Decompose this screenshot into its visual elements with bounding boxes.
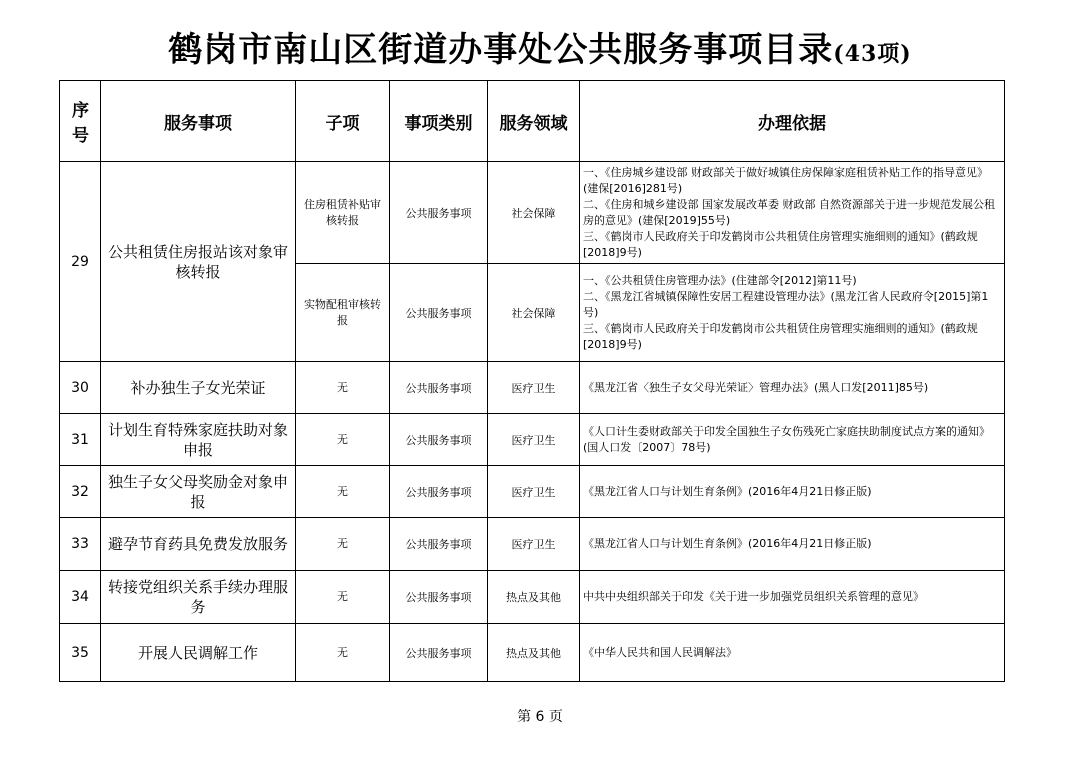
row-no: 35	[60, 624, 101, 682]
row-field: 热点及其他	[488, 624, 580, 682]
page-title	[0, 22, 1080, 71]
row-basis: 《黑龙江省〈独生子女父母光荣证〉管理办法》(黑人口发[2011]85号)	[580, 362, 1005, 414]
table-row	[60, 518, 1005, 571]
row-category: 公共服务事项	[390, 518, 488, 571]
row-no: 34	[60, 571, 101, 624]
table-row	[60, 466, 1005, 518]
header-field: 服务领域	[488, 81, 580, 162]
row-field: 医疗卫生	[488, 518, 580, 571]
header-category: 事项类别	[390, 81, 488, 162]
title-main: 鹤岗市南山区街道办事处公共服务事项目录	[168, 30, 834, 70]
row-no: 30	[60, 362, 101, 414]
row-category: 公共服务事项	[390, 624, 488, 682]
row-category: 公共服务事项	[390, 362, 488, 414]
row-field: 医疗卫生	[488, 466, 580, 518]
row-no: 33	[60, 518, 101, 571]
row-category: 公共服务事项	[390, 264, 488, 362]
basis-line: 二、《住房和城乡建设部 国家发展改革委 财政部 自然资源部关于进一步规范发展公租房的意见》(建保[2019]55号)	[583, 197, 995, 227]
row-item: 转接党组织关系手续办理服务	[101, 571, 296, 624]
row-sub: 无	[296, 624, 390, 682]
row-field: 热点及其他	[488, 571, 580, 624]
service-catalog-table	[59, 80, 1005, 682]
row-sub: 无	[296, 414, 390, 466]
page-number: 第 6 页	[517, 709, 563, 725]
row-basis: 《黑龙江省人口与计划生育条例》(2016年4月21日修正版)	[580, 466, 1005, 518]
row-basis: 中共中央组织部关于印发《关于进一步加强党员组织关系管理的意见》	[580, 571, 1005, 624]
row-item: 独生子女父母奖励金对象申报	[101, 466, 296, 518]
table-row	[60, 414, 1005, 466]
row-item: 计划生育特殊家庭扶助对象申报	[101, 414, 296, 466]
row-item: 补办独生子女光荣证	[101, 362, 296, 414]
table-header-row	[60, 81, 1005, 162]
title-count: (43项)	[833, 41, 912, 67]
row-sub: 实物配租审核转报	[296, 264, 390, 362]
row-basis: 《黑龙江省人口与计划生育条例》(2016年4月21日修正版)	[580, 518, 1005, 571]
header-no: 序号	[60, 81, 101, 162]
basis-line: 二、《黑龙江省城镇保障性安居工程建设管理办法》(黑龙江省人民政府令[2015]第1号)	[583, 289, 989, 319]
row-no: 32	[60, 466, 101, 518]
header-sub: 子项	[296, 81, 390, 162]
row-sub: 无	[296, 362, 390, 414]
row-field: 社会保障	[488, 162, 580, 264]
basis-line: 三、《鹤岗市人民政府关于印发鹤岗市公共租赁住房管理实施细则的通知》(鹤政规[2018]9号)	[583, 321, 978, 351]
row-item: 开展人民调解工作	[101, 624, 296, 682]
row-no: 29	[60, 162, 101, 362]
table-row	[60, 162, 1005, 264]
row-field: 医疗卫生	[488, 362, 580, 414]
row-basis	[580, 162, 1005, 264]
row-category: 公共服务事项	[390, 571, 488, 624]
table-row	[60, 362, 1005, 414]
row-basis: 《中华人民共和国人民调解法》	[580, 624, 1005, 682]
row-no: 31	[60, 414, 101, 466]
row-field: 医疗卫生	[488, 414, 580, 466]
basis-line: 一、《住房城乡建设部 财政部关于做好城镇住房保障家庭租赁补贴工作的指导意见》(建保[2016]281号)	[583, 165, 988, 195]
row-category: 公共服务事项	[390, 414, 488, 466]
row-sub: 无	[296, 518, 390, 571]
row-item: 公共租赁住房报站该对象审核转报	[101, 162, 296, 362]
row-basis: 《人口计生委财政部关于印发全国独生子女伤残死亡家庭扶助制度试点方案的通知》(国人口发〔2007〕78号)	[580, 414, 1005, 466]
row-sub: 住房租赁补贴审核转报	[296, 162, 390, 264]
row-category: 公共服务事项	[390, 466, 488, 518]
row-sub: 无	[296, 571, 390, 624]
basis-line: 三、《鹤岗市人民政府关于印发鹤岗市公共租赁住房管理实施细则的通知》(鹤政规[2018]9号)	[583, 229, 978, 259]
row-field: 社会保障	[488, 264, 580, 362]
row-sub: 无	[296, 466, 390, 518]
basis-line: 一、《公共租赁住房管理办法》(住建部令[2012]第11号)	[583, 273, 857, 287]
row-basis	[580, 264, 1005, 362]
table-row	[60, 624, 1005, 682]
header-item: 服务事项	[101, 81, 296, 162]
header-basis: 办理依据	[580, 81, 1005, 162]
row-category: 公共服务事项	[390, 162, 488, 264]
row-item: 避孕节育药具免费发放服务	[101, 518, 296, 571]
table-row	[60, 571, 1005, 624]
